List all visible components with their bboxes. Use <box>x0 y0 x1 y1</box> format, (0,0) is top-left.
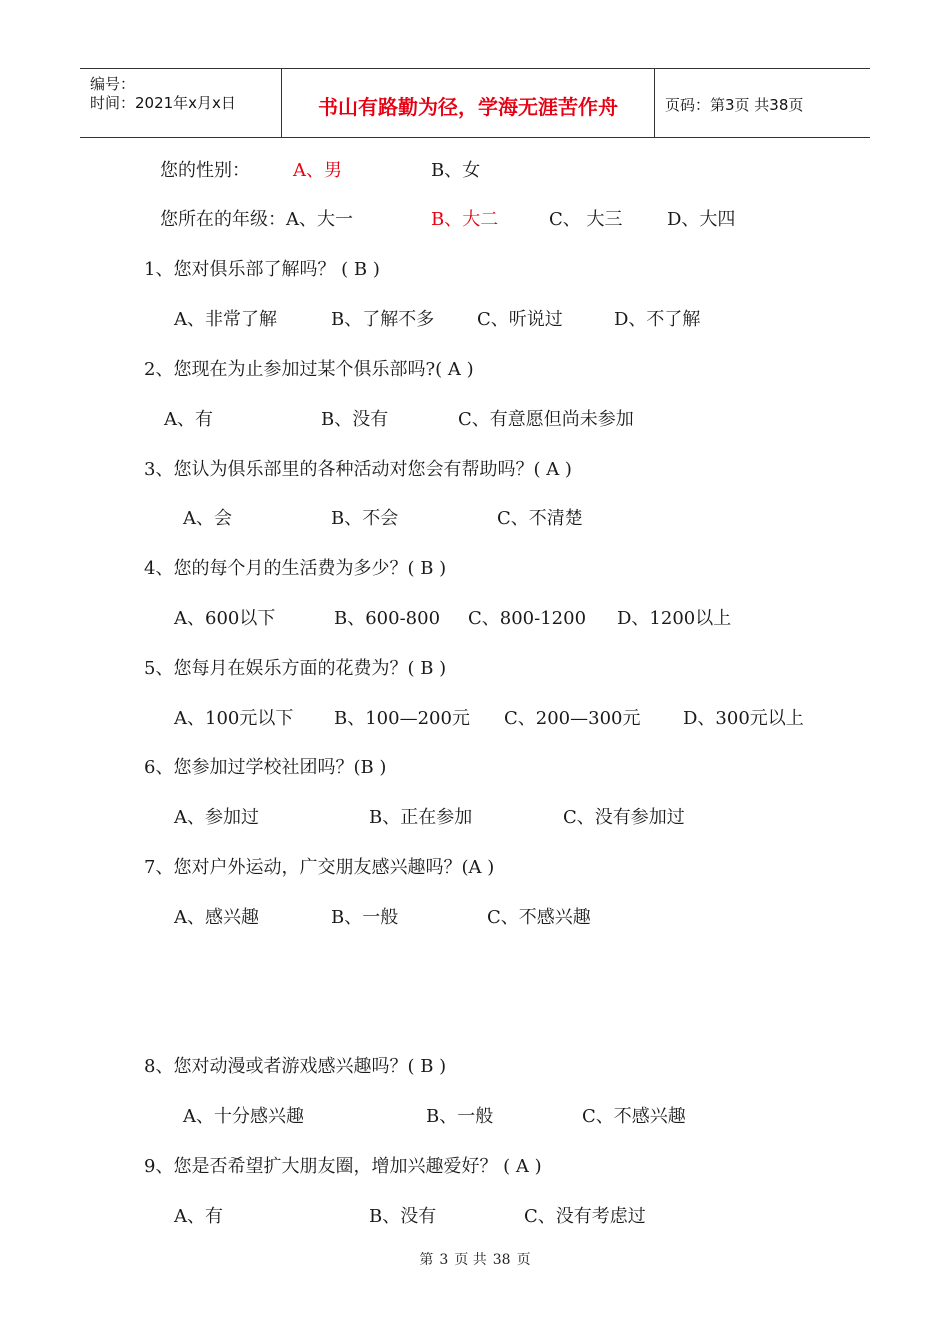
q4-option-d: D、1200以上 <box>617 608 732 629</box>
footer-mid: 页 共 <box>454 1252 487 1268</box>
question-7: 7、您对户外运动，广交朋友感兴趣吗？(A ) <box>144 857 495 878</box>
q3-option-c: C、不清楚 <box>497 508 583 529</box>
q2-option-c: C、有意愿但尚未参加 <box>458 409 634 430</box>
grade-prompt: 您所在的年级：A、大一 <box>160 209 353 230</box>
q4-option-a: A、600以下 <box>174 608 276 629</box>
q4-option-c: C、800-1200 <box>468 608 587 629</box>
footer-page: 3 <box>439 1252 449 1268</box>
gender-prompt: 您的性别： <box>160 160 250 181</box>
q9-option-c: C、没有考虑过 <box>524 1206 646 1227</box>
q3-option-a: A、会 <box>183 508 232 529</box>
q6-option-b: B、正在参加 <box>369 807 473 828</box>
question-1: 1、您对俱乐部了解吗？ ( B ) <box>144 259 380 280</box>
grade-option-c: C、 大三 <box>549 209 623 230</box>
footer-total: 38 <box>492 1252 511 1268</box>
question-6: 6、您参加过学校社团吗？(B ) <box>144 757 387 778</box>
header-info-cell <box>80 69 282 137</box>
question-3: 3、您认为俱乐部里的各种活动对您会有帮助吗？( A ) <box>144 459 572 480</box>
q6-option-a: A、参加过 <box>174 807 259 828</box>
q9-option-a: A、有 <box>174 1206 223 1227</box>
q2-option-a: A、有 <box>164 409 213 430</box>
question-9: 9、您是否希望扩大朋友圈，增加兴趣爱好？ ( A ) <box>144 1156 542 1177</box>
q5-option-b: B、100—200元 <box>334 708 470 729</box>
q5-option-c: C、200—300元 <box>504 708 641 729</box>
grade-option-b: B、大二 <box>431 209 499 230</box>
q1-option-d: D、不了解 <box>614 309 701 330</box>
question-5: 5、您每月在娱乐方面的花费为？( B ) <box>144 658 447 679</box>
question-2: 2、您现在为止参加过某个俱乐部吗?( A ) <box>144 359 474 380</box>
header-motto-cell <box>282 69 655 137</box>
q5-option-d: D、300元以上 <box>683 708 804 729</box>
q2-option-b: B、没有 <box>321 409 389 430</box>
q6-option-c: C、没有参加过 <box>563 807 685 828</box>
q7-option-a: A、感兴趣 <box>174 907 259 928</box>
gender-option-a: A、男 <box>293 160 342 181</box>
q9-option-b: B、没有 <box>369 1206 437 1227</box>
q1-option-a: A、非常了解 <box>174 309 277 330</box>
q1-option-c: C、听说过 <box>477 309 563 330</box>
q1-option-b: B、了解不多 <box>331 309 435 330</box>
q5-option-a: A、100元以下 <box>174 708 294 729</box>
number-label: 编号： <box>90 75 136 93</box>
q8-option-c: C、不感兴趣 <box>582 1106 686 1127</box>
q7-option-b: B、一般 <box>331 907 399 928</box>
q8-option-b: B、一般 <box>426 1106 494 1127</box>
question-8: 8、您对动漫或者游戏感兴趣吗？( B ) <box>144 1056 447 1077</box>
grade-option-d: D、大四 <box>667 209 736 230</box>
header-page-cell <box>655 69 870 137</box>
page-footer <box>0 1249 950 1269</box>
footer-suffix: 页 <box>516 1252 531 1268</box>
q3-option-b: B、不会 <box>331 508 399 529</box>
question-4: 4、您的每个月的生活费为多少？( B ) <box>144 558 447 579</box>
q7-option-c: C、不感兴趣 <box>487 907 591 928</box>
page-header <box>80 68 870 138</box>
page-label: 页码：第3页 共38页 <box>665 96 804 114</box>
q8-option-a: A、十分感兴趣 <box>183 1106 304 1127</box>
gender-option-b: B、女 <box>431 160 481 181</box>
date-label: 时间：2021年x月x日 <box>90 94 236 112</box>
motto: 书山有路勤为径，学海无涯苦作舟 <box>318 95 618 119</box>
footer-prefix: 第 <box>419 1252 434 1268</box>
q4-option-b: B、600-800 <box>334 608 441 629</box>
